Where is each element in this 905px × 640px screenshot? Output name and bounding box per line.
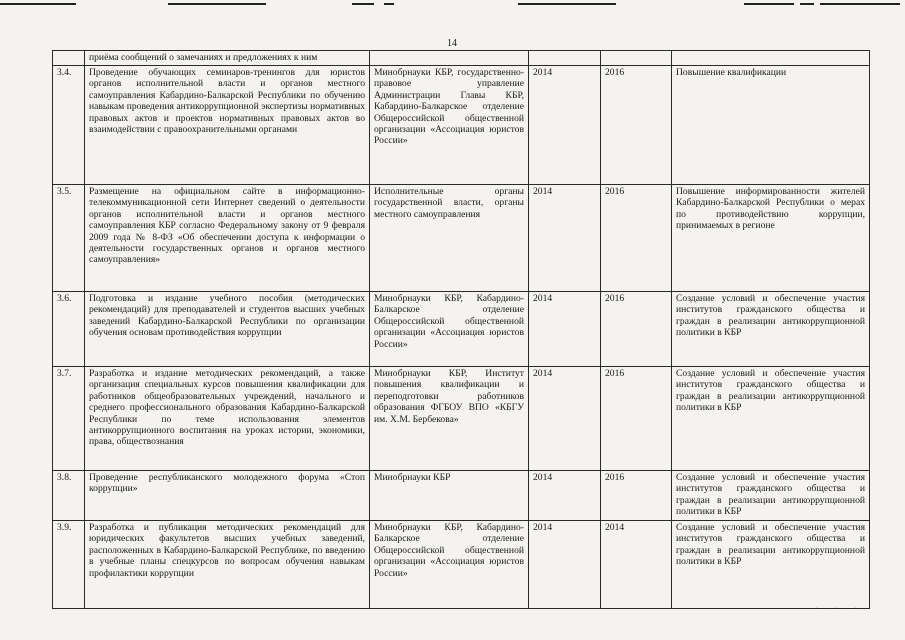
- row-number: 3.4.: [53, 66, 85, 185]
- row-result: Создание условий и обеспечение участия институтов гражданского общества и граждан в реализации антикоррупционной политики в КБР: [672, 292, 870, 367]
- row-end-year: 2016: [601, 66, 672, 185]
- row-number: 3.6.: [53, 292, 85, 367]
- row-end-year: 2016: [601, 292, 672, 367]
- row-start-year: 2014: [529, 185, 601, 292]
- row-result: Повышение квалификации: [672, 66, 870, 185]
- row-number: 3.9.: [53, 521, 85, 609]
- measures-table: [52, 50, 870, 609]
- row-end-year: [601, 51, 672, 66]
- row-start-year: 2014: [529, 66, 601, 185]
- row-executor: Минобрнауки КБР, Кабардино-Балкарское отделение Общероссийской общественной организации «Ассоциация юристов России»: [370, 521, 529, 609]
- row-executor: Минобрнауки КБР: [370, 471, 529, 521]
- row-start-year: 2014: [529, 471, 601, 521]
- row-description: Размещение на официальном сайте в информационно-телекоммуникационной сети Интернет сведений о деятельности органов исполнительной власти и органов местного самоуправления КБР согласно Федеральному закону от 9 февраля 2009 года № 8-ФЗ «Об обеспечении доступа к информации о деятельности государственных органов и органов местного самоуправления»: [85, 185, 370, 292]
- row-description: Разработка и издание методических рекомендаций, а также организация специальных курсов повышения квалификации для работников общеобразовательных учреждений, начального и среднего профессионального образования Кабардино-Балкарской Республики по теме использования элементов антикоррупционного воспитания на уроках истории, экономики, права, обществознания: [85, 367, 370, 471]
- page-number: 14: [447, 38, 457, 49]
- row-start-year: 2014: [529, 521, 601, 609]
- row-description: приёма сообщений о замечаниях и предложениях к ним: [85, 51, 370, 66]
- row-number: 3.7.: [53, 367, 85, 471]
- table-row: [53, 367, 870, 471]
- table-row: [53, 292, 870, 367]
- scan-top-marks: [0, 0, 905, 10]
- row-end-year: 2016: [601, 471, 672, 521]
- row-result: [672, 51, 870, 66]
- row-result: Повышение информированности жителей Кабардино-Балкарской Республики о мерах по противодействию коррупции, принимаемых в регионе: [672, 185, 870, 292]
- row-result: Создание условий и обеспечение участия институтов гражданского общества и граждан в реализации антикоррупционной политики в КБР: [672, 521, 870, 609]
- row-number: 3.8.: [53, 471, 85, 521]
- row-result: Создание условий и обеспечение участия институтов гражданского общества и граждан в реализации антикоррупционной политики в КБР: [672, 367, 870, 471]
- table-row: [53, 521, 870, 609]
- row-executor: Минобрнауки КБР, Кабардино-Балкарское отделение Общероссийской общественной организации «Ассоциация юристов России»: [370, 292, 529, 367]
- row-executor: Минобрнауки КБР, государственно-правовое управление Администрации Главы КБР, Кабардино-Балкарское отделение Общероссийской общественной организации «Ассоциация юристов России»: [370, 66, 529, 185]
- row-description: Разработка и публикация методических рекомендаций для юридических факультетов высших учебных заведений, расположенных в Кабардино-Балкарской Республике, по введению в учебные планы спецкурсов по вопросам обучения навыкам профилактики коррупции: [85, 521, 370, 609]
- table-row: [53, 185, 870, 292]
- row-description: Подготовка и издание учебного пособия (методических рекомендаций) для преподавателей и студентов высших учебных заведений Кабардино-Балкарской Республики по организации обучения основам противодействия коррупции: [85, 292, 370, 367]
- row-executor: Минобрнауки КБР, Институт повышения квалификации и переподготовки работников образования ФГБОУ ВПО «КБГУ им. Х.М. Бербекова»: [370, 367, 529, 471]
- row-start-year: 2014: [529, 292, 601, 367]
- row-end-year: 2016: [601, 367, 672, 471]
- row-end-year: 2014: [601, 521, 672, 609]
- table-row-continuation: [53, 51, 870, 66]
- row-result: Создание условий и обеспечение участия институтов гражданского общества и граждан в реализации антикоррупционной политики в КБР: [672, 471, 870, 521]
- scan-footer-marks: ···: [815, 604, 873, 615]
- row-executor: Исполнительные органы государственной власти, органы местного самоуправления: [370, 185, 529, 292]
- row-end-year: 2016: [601, 185, 672, 292]
- row-start-year: [529, 51, 601, 66]
- row-number-cell: [53, 51, 85, 66]
- row-description: Проведение республиканского молодежного форума «Стоп коррупции»: [85, 471, 370, 521]
- row-number: 3.5.: [53, 185, 85, 292]
- table-row: [53, 66, 870, 185]
- row-description: Проведение обучающих семинаров-тренингов для юристов органов исполнительной власти и органов местного самоуправления Кабардино-Балкарской Республики по обучению навыкам проведения антикоррупционной экспертизы нормативных правовых актов и проектов нормативных правовых актов во взаимодействии с правоохранительными органами: [85, 66, 370, 185]
- table-row: [53, 471, 870, 521]
- row-executor: [370, 51, 529, 66]
- row-start-year: 2014: [529, 367, 601, 471]
